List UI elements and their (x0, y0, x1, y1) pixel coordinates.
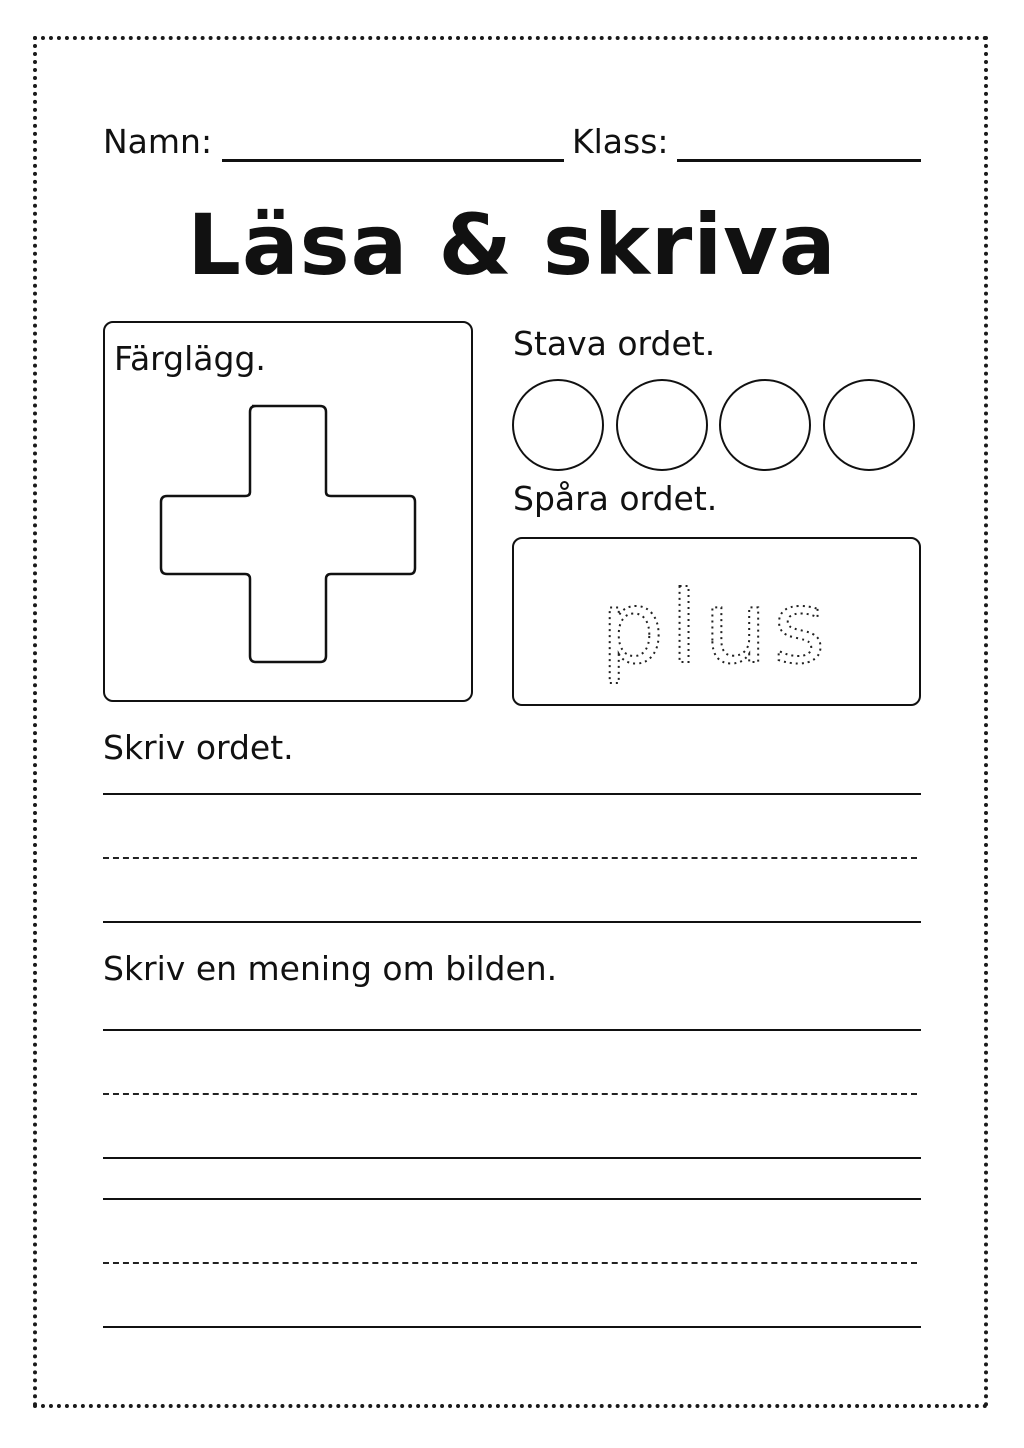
coloring-box[interactable] (103, 321, 473, 702)
sentence-line-2-mid (103, 1262, 917, 1264)
spell-instruction: Stava ordet. (513, 324, 716, 363)
page-title: Läsa & skriva (187, 196, 837, 294)
plus-icon (103, 321, 473, 702)
class-label: Klass: (572, 122, 669, 161)
sentence-line-1-top[interactable] (103, 1029, 921, 1031)
sentence-instruction: Skriv en mening om bilden. (103, 949, 558, 988)
letter-circle-4[interactable] (823, 379, 915, 471)
sentence-line-2-base[interactable] (103, 1326, 921, 1328)
name-label: Namn: (103, 122, 213, 161)
letter-circle-3[interactable] (719, 379, 811, 471)
class-field[interactable] (677, 159, 921, 162)
trace-instruction: Spåra ordet. (513, 479, 718, 518)
trace-word: plus (600, 568, 831, 686)
write-word-mid-line (103, 857, 917, 859)
write-word-instruction: Skriv ordet. (103, 728, 294, 767)
sentence-line-2-top[interactable] (103, 1198, 921, 1200)
letter-circle-1[interactable] (512, 379, 604, 471)
write-word-top-line[interactable] (103, 793, 921, 795)
write-word-base-line[interactable] (103, 921, 921, 923)
coloring-instruction: Färglägg. (114, 339, 266, 378)
letter-circle-2[interactable] (616, 379, 708, 471)
trace-box[interactable] (512, 537, 921, 706)
sentence-line-1-mid (103, 1093, 917, 1095)
name-field[interactable] (222, 159, 564, 162)
trace-word-graphic (512, 537, 921, 706)
sentence-line-1-base[interactable] (103, 1157, 921, 1159)
